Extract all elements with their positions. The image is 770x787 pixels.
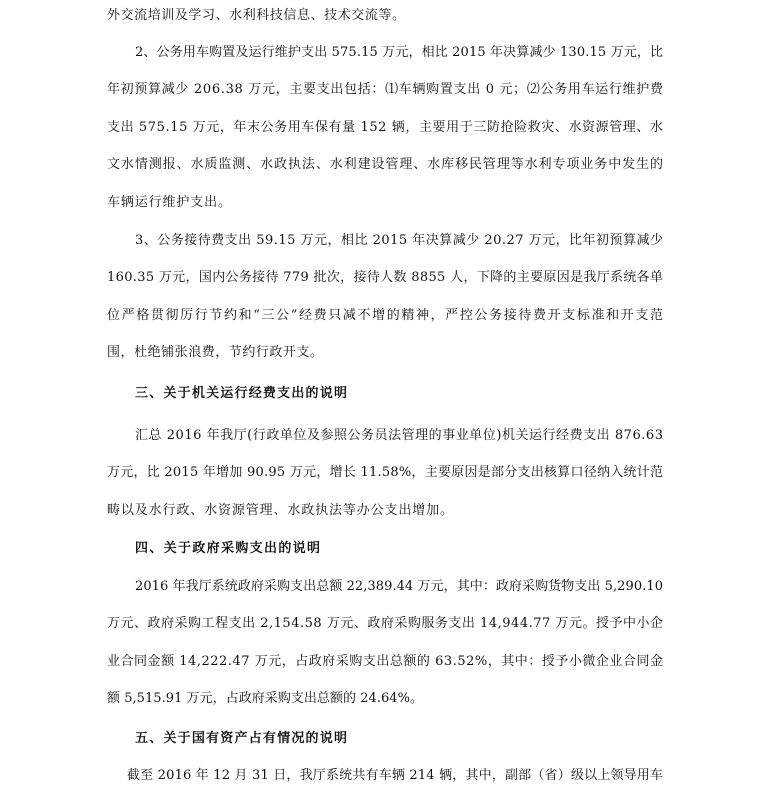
paragraph-line: 万元，比 2015 年增加 90.95 万元，增长 11.58%，主要原因是部分支出核算口径纳入统计范 [107, 465, 664, 480]
paragraph-line: 围，杜绝铺张浪费，节约行政开支。 [107, 345, 324, 360]
paragraph-line: 车辆运行维护支出。 [107, 195, 232, 210]
paragraph-line: 外交流培训及学习、水利科技信息、技术交流等。 [107, 8, 406, 23]
paragraph-line: 2016 年我厅系统政府采购支出总额 22,389.44 万元，其中：政府采购货物支出 5,290.10 [135, 579, 664, 594]
paragraph-line: 3、公务接待费支出 59.15 万元，相比 2015 年决算减少 20.27 万元，比年初预算减少 [135, 233, 664, 248]
paragraph-line: 位严格贯彻厉行节约和“三公”经费只减不增的精神，严控公务接待费开支标准和开支范 [107, 308, 665, 323]
section-heading: 三、关于机关运行经费支出的说明 [135, 386, 349, 401]
paragraph-line: 业合同金额 14,222.47 万元，占政府采购支出总额的 63.52%，其中：授予小微企业合同金 [107, 654, 664, 669]
paragraph-line: 截至 2016 年 12 月 31 日，我厅系统共有车辆 214 辆，其中，副部（省）级以上领导用车 [127, 768, 664, 783]
paragraph-line: 汇总 2016 年我厅(行政单位及参照公务员法管理的事业单位)机关运行经费支出 876.63 [135, 428, 664, 443]
paragraph-line: 万元、政府采购工程支出 2,154.58 万元、政府采购服务支出 14,944.77 万元。授予中小企 [107, 616, 664, 631]
paragraph-line: 畴以及水行政、水资源管理、水政执法等办公支出增加。 [107, 503, 454, 518]
paragraph-line: 额 5,515.91 万元，占政府采购支出总额的 24.64%。 [107, 691, 424, 706]
paragraph-line: 文水情测报、水质监测、水政执法、水利建设管理、水库移民管理等水利专项业务中发生的 [107, 157, 664, 172]
paragraph-line: 2、公务用车购置及运行维护支出 575.15 万元，相比 2015 年决算减少 130.15 万元，比 [135, 45, 664, 60]
paragraph-line: 支出 575.15 万元，年末公务用车保有量 152 辆，主要用于三防抢险救灾、水资源管理、水 [107, 120, 664, 135]
section-heading: 五、关于国有资产占有情况的说明 [135, 731, 349, 746]
paragraph-line: 160.35 万元，国内公务接待 779 批次，接待人数 8855 人，下降的主要原因是我厅系统各单 [107, 270, 664, 285]
section-heading: 四、关于政府采购支出的说明 [135, 541, 322, 556]
paragraph-line: 年初预算减少 206.38 万元，主要支出包括：⑴车辆购置支出 0 元；⑵公务用车运行维护费 [107, 82, 664, 97]
